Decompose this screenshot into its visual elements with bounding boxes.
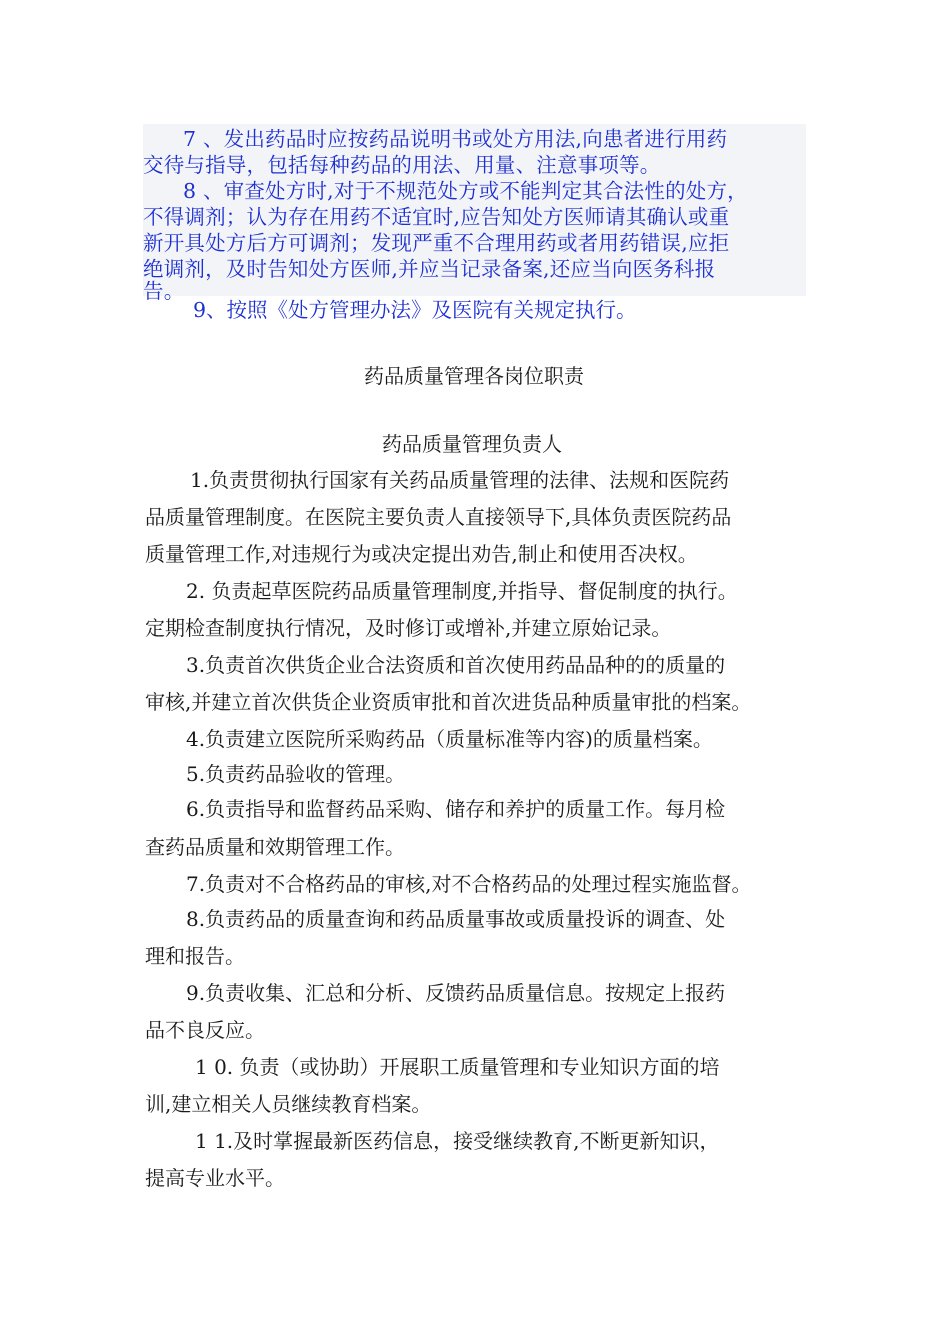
section-title: 药品质量管理负责人 xyxy=(382,432,562,456)
body-line: 8.负责药品的质量查询和药品质量事故或质量投诉的调查、处 xyxy=(186,907,726,931)
blue-line-4: 不得调剂；认为存在用药不适宜时,应告知处方医师请其确认或重 xyxy=(143,205,730,229)
body-line: 2. 负责起草医院药品质量管理制度,并指导、督促制度的执行。 xyxy=(186,579,738,603)
body-line: 3.负责首次供货企业合法资质和首次使用药品品种的的质量的 xyxy=(186,653,726,677)
body-line: 4.负责建立医院所采购药品（质量标准等内容)的质量档案。 xyxy=(186,727,713,751)
body-line: 查药品质量和效期管理工作。 xyxy=(145,835,405,859)
blue-line-3: 8 、审查处方时,对于不规范处方或不能判定其合法性的处方， xyxy=(183,179,748,203)
body-line: 品不良反应。 xyxy=(145,1018,265,1042)
body-line: 审核,并建立首次供货企业资质审批和首次进货品种质量审批的档案。 xyxy=(145,690,752,714)
body-line: 1 0. 负责（或协助）开展职工质量管理和专业知识方面的培 xyxy=(195,1055,720,1079)
blue-line-7: 告。 xyxy=(143,279,185,303)
body-line: 定期检查制度执行情况，及时修订或增补,并建立原始记录。 xyxy=(145,616,672,640)
highlighted-section xyxy=(143,124,806,303)
body-line: 质量管理工作,对违规行为或决定提出劝告,制止和使用否决权。 xyxy=(145,542,698,566)
body-line: 提高专业水平。 xyxy=(145,1166,285,1190)
blue-line-5: 新开具处方后方可调剂；发现严重不合理用药或者用药错误,应拒 xyxy=(143,231,730,255)
blue-line-1: 7 、发出药品时应按药品说明书或处方用法,向患者进行用药 xyxy=(183,127,728,151)
body-line: 品质量管理制度。在医院主要负责人直接领导下,具体负责医院药品 xyxy=(145,505,732,529)
body-line: 7.负责对不合格药品的审核,对不合格药品的处理过程实施监督。 xyxy=(186,872,752,896)
blue-item-9: 9、按照《处方管理办法》及医院有关规定执行。 xyxy=(193,298,637,322)
page-title: 药品质量管理各岗位职责 xyxy=(364,364,584,388)
body-line: 9.负责收集、汇总和分析、反馈药品质量信息。按规定上报药 xyxy=(186,981,726,1005)
body-line: 理和报告。 xyxy=(145,944,245,968)
body-line: 5.负责药品验收的管理。 xyxy=(186,762,406,786)
body-line: 训,建立相关人员继续教育档案。 xyxy=(145,1092,432,1116)
blue-line-2: 交待与指导，包括每种药品的用法、用量、注意事项等。 xyxy=(143,153,661,177)
blue-line-6: 绝调剂，及时告知处方医师,并应当记录备案,还应当向医务科报 xyxy=(143,257,716,281)
body-line: 1 1.及时掌握最新医药信息，接受继续教育,不断更新知识， xyxy=(195,1129,720,1153)
body-line: 6.负责指导和监督药品采购、储存和养护的质量工作。每月检 xyxy=(186,797,726,821)
body-line: 1.负责贯彻执行国家有关药品质量管理的法律、法规和医院药 xyxy=(190,468,730,492)
